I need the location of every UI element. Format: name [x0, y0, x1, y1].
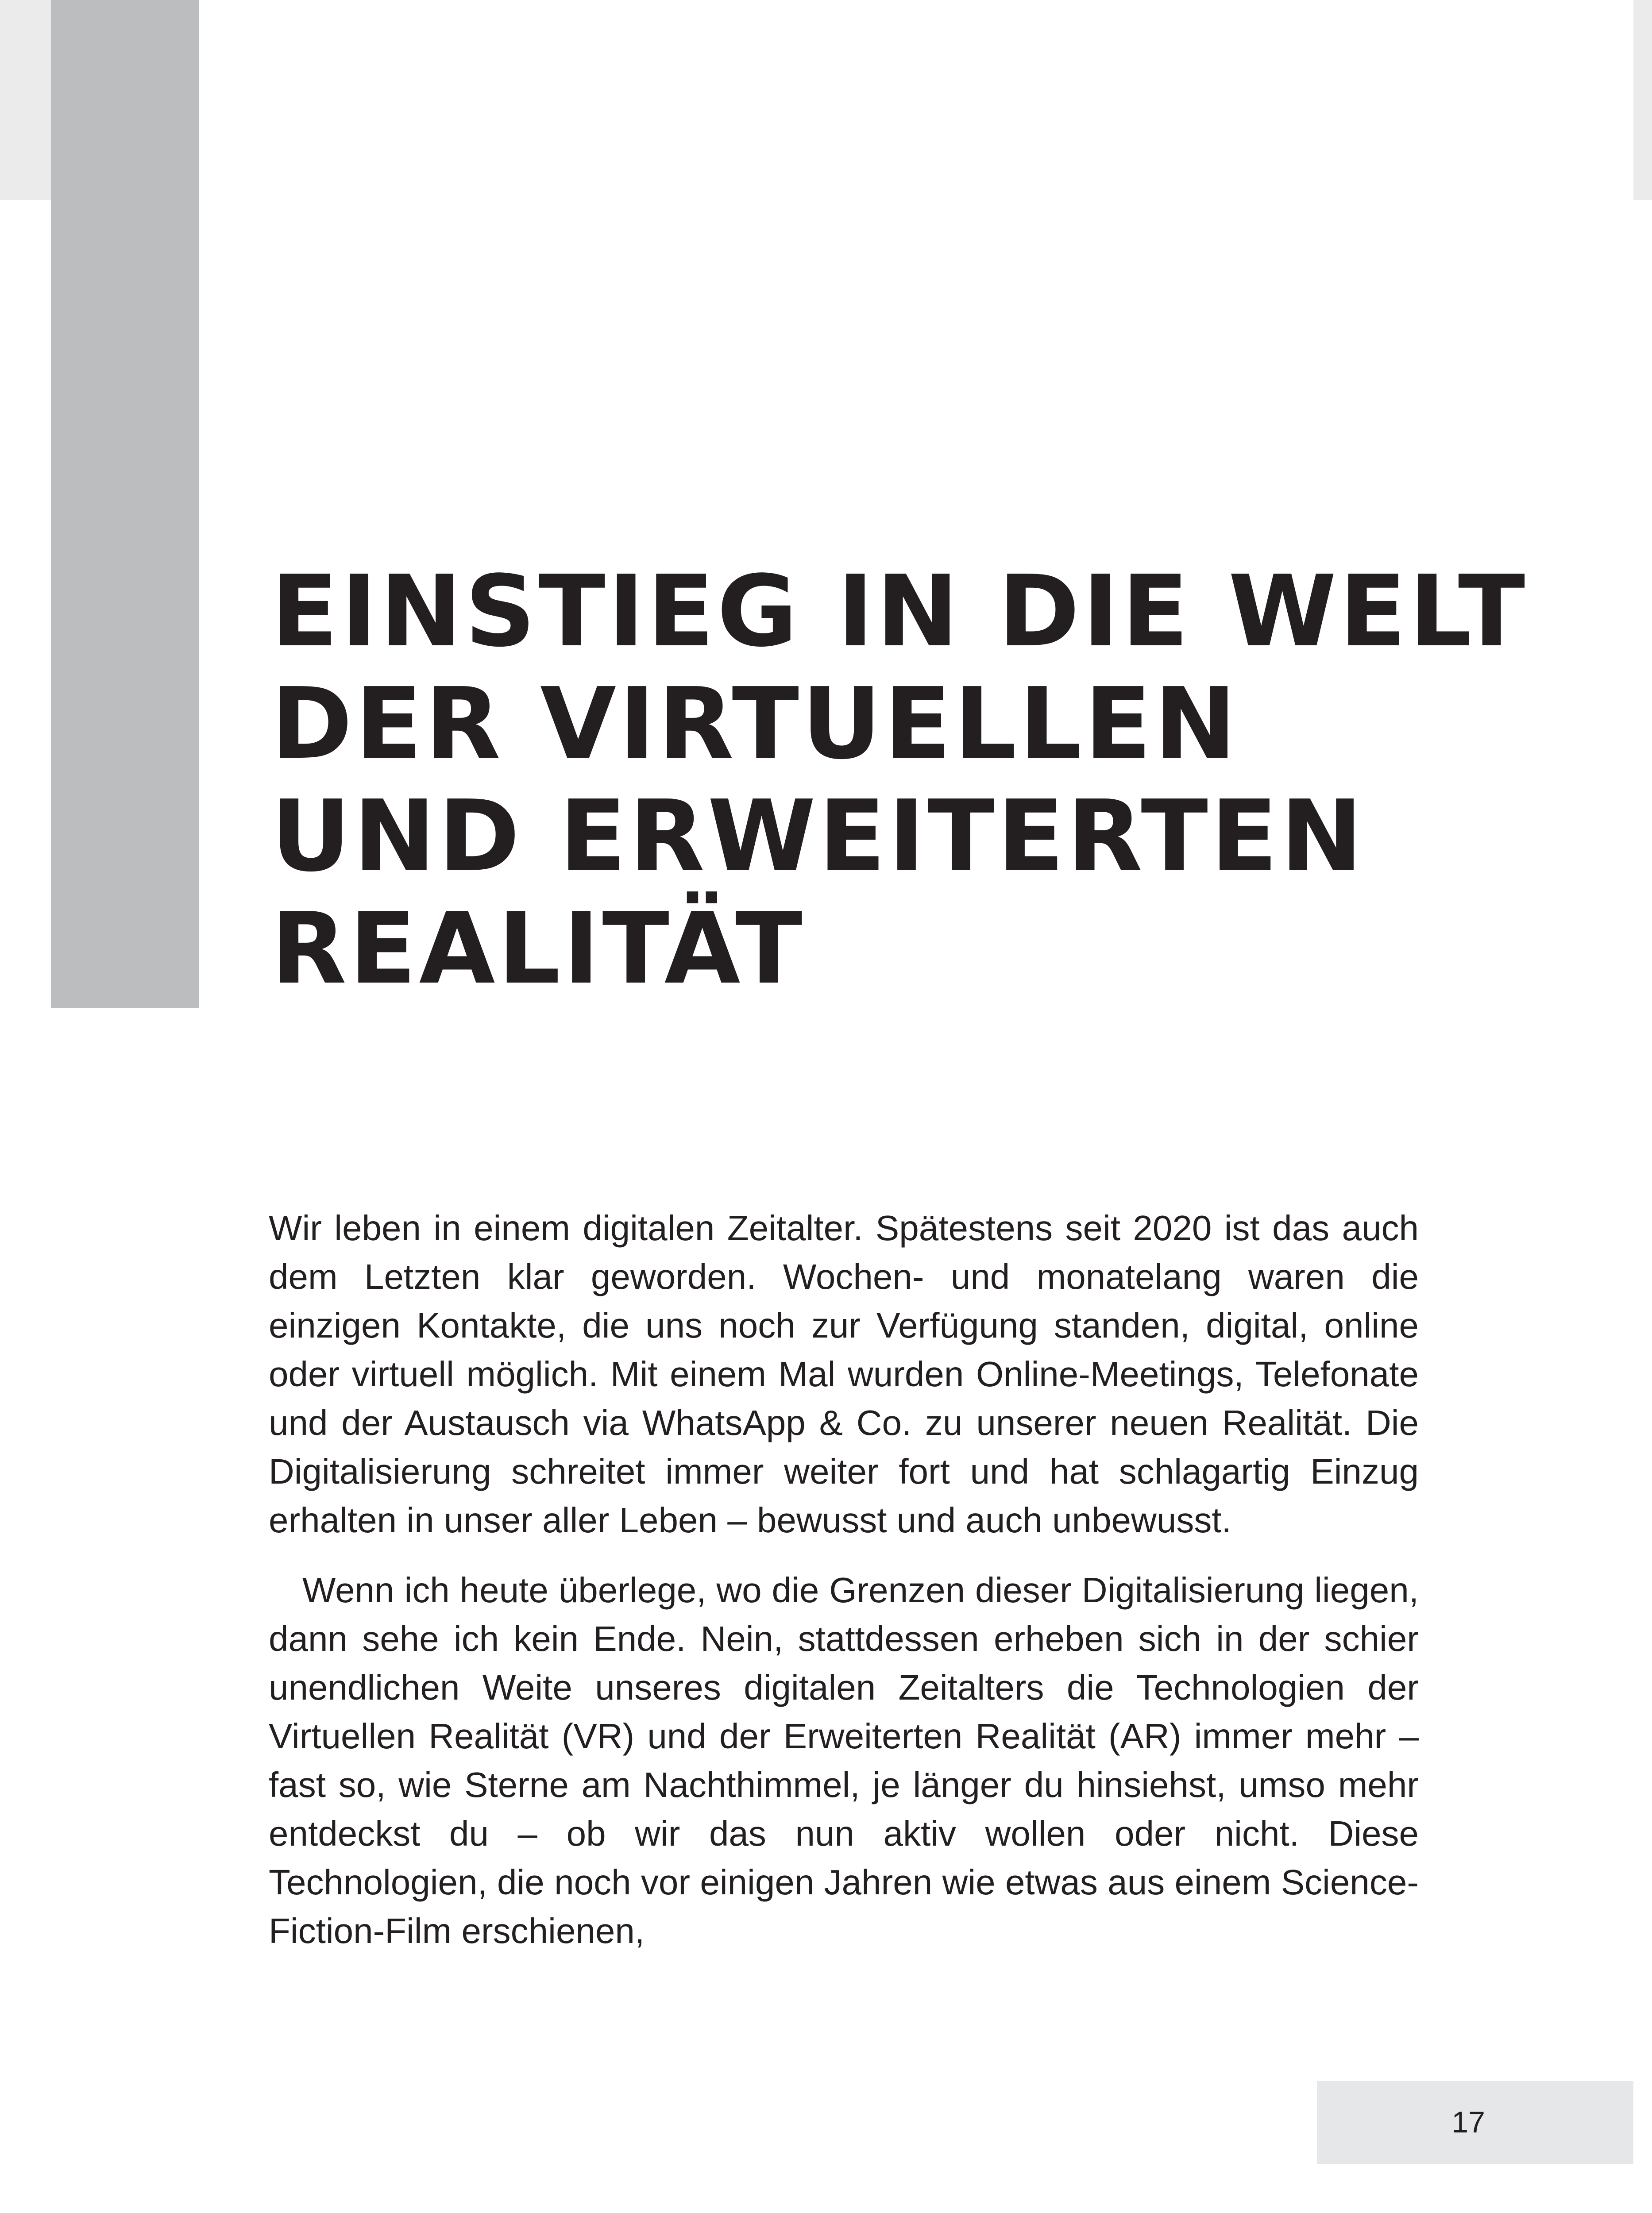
corner-tab-right	[1633, 0, 1652, 200]
body-text	[269, 1204, 1419, 1955]
paragraph-1: Wir leben in einem digitalen Zeitalter. Spätestens seit 2020 ist das auch dem Letzten klar geworden. Wochen- und monatelang waren die einzigen Kontakte, die uns noch zur Verfügung standen, digital, online oder virtuell möglich. Mit einem Mal wurden Online-Meetings, Telefonate und der Austausch via WhatsApp & Co. zu unserer neuen Realität. Die Digitalisierung schreitet immer weiter fort und hat schlagartig Einzug erhalten in unser aller Leben – bewusst und auch unbewusst.	[269, 1208, 1419, 1540]
page-number: 17	[1451, 2105, 1485, 2139]
chapter-title-line-3: UND ERWEITERTEN	[271, 779, 1366, 894]
page-number-box	[1317, 2081, 1633, 2164]
chapter-title	[271, 555, 1528, 1006]
chapter-title-line-4: REALITÄT	[271, 892, 805, 1006]
chapter-title-line-2: DER VIRTUELLEN	[271, 667, 1239, 781]
chapter-title-line-1: EINSTIEG IN DIE WELT	[271, 555, 1528, 669]
paragraph-2: Wenn ich heute überlege, wo die Grenzen dieser Digitalisierung liegen, dann sehe ich kein Ende. Nein, stattdessen erheben sich in der schier unendlichen Weite unseres digitalen Zeitalters die Technologien der Virtuellen Realität (VR) und der Erweiterten Realität (AR) immer mehr – fast so, wie Sterne am Nachthimmel, je länger du hinsiehst, umso mehr entdeckst du – ob wir das nun aktiv wollen oder nicht. Diese Technologien, die noch vor einigen Jahren wie etwas aus einem Science-Fiction-Film erschienen,	[269, 1570, 1419, 1951]
corner-tab-left	[0, 0, 53, 200]
chapter-side-bar	[51, 0, 199, 1008]
